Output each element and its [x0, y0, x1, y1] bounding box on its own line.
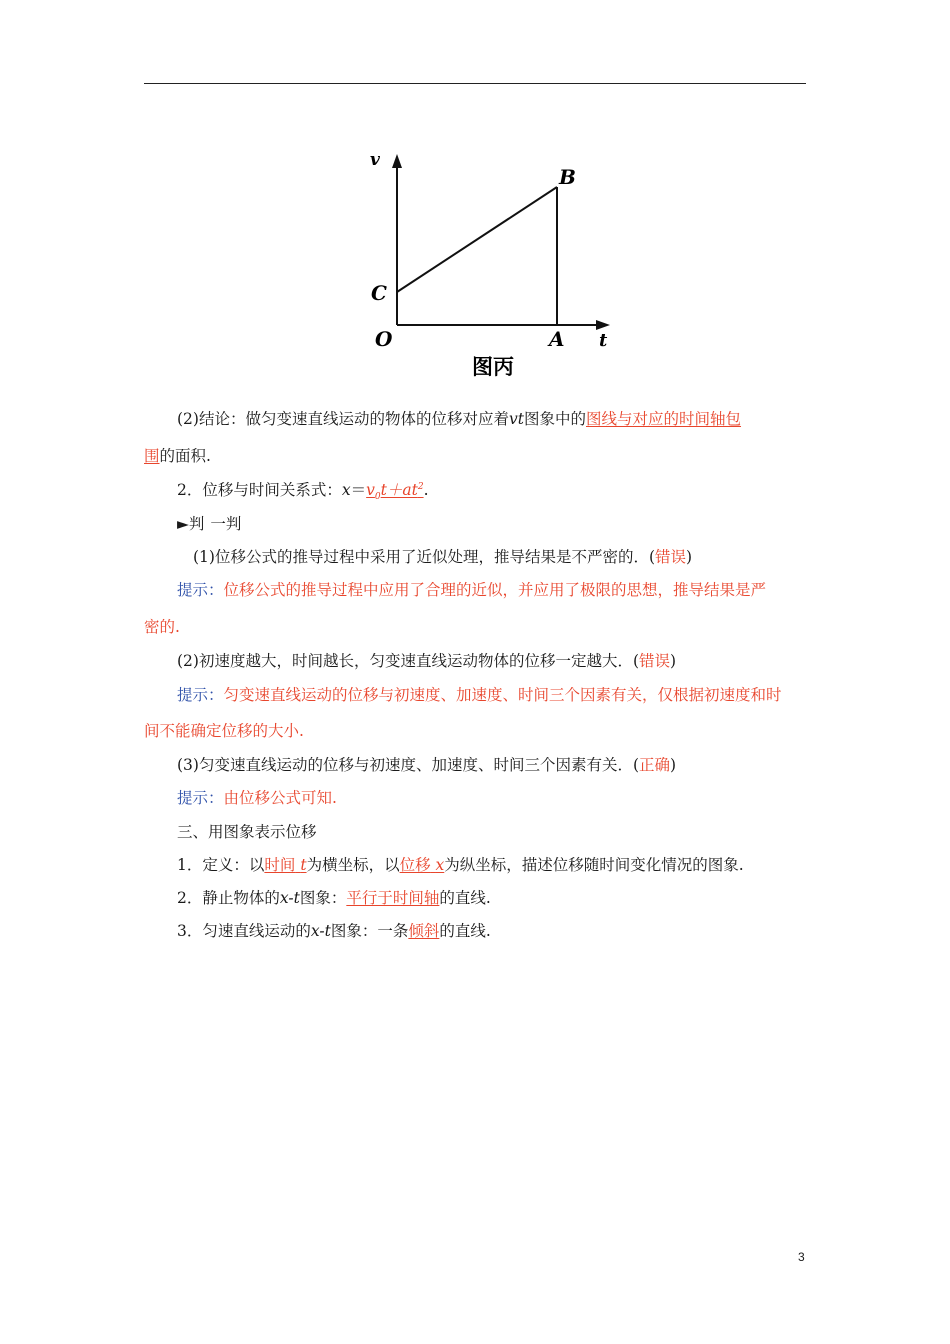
definition-line: 1．定义：以时间 t为横坐标，以位移 x为纵坐标，描述位移随时间变化情况的图象.: [177, 856, 744, 874]
label-C: C: [371, 281, 387, 305]
header-rule: [144, 83, 806, 84]
hint-2-line-1: 提示：匀变速直线运动的位移与初速度、加速度、时间三个因素有关，仅根据初速度和时: [177, 686, 782, 704]
vt-graph-figure: [362, 142, 620, 382]
vt-graph-svg: [362, 142, 620, 382]
hint-3-line: 提示：由位移公式可知.: [177, 789, 337, 807]
answer-area-text: 图线与对应的时间轴包: [586, 410, 742, 428]
figure-caption: 图丙: [472, 355, 514, 379]
judge-item-1: (1)位移公式的推导过程中采用了近似处理，推导结果是不严密的．(错误): [193, 548, 693, 566]
judge-1-answer: 错误: [655, 548, 687, 566]
formula-answer: $v_0t+at^2$: [366, 481, 424, 503]
label-B: B: [559, 165, 576, 189]
section-3-title: 三、用图象表示位移: [177, 823, 317, 841]
static-xt-line: 2．静止物体的x-t图象：平行于时间轴的直线.: [177, 889, 491, 907]
hint-label: 提示：: [177, 581, 224, 599]
hint-label: 提示：: [177, 789, 224, 807]
conclusion-line-1: (2)结论：做匀变速直线运动的物体的位移对应着vt图象中的图线与对应的时间轴包: [177, 410, 742, 428]
t-axis-arrow: [596, 320, 610, 330]
label-t: t: [599, 330, 608, 351]
judge-3-answer: 正确: [639, 756, 671, 774]
label-O: O: [375, 327, 393, 351]
page-number: 3: [798, 1250, 805, 1264]
formula-line: 2．位移与时间关系式：$x=v_0t+at^2$.: [177, 481, 429, 503]
judge-2-answer: 错误: [639, 652, 671, 670]
label-v: v: [370, 150, 380, 170]
hint-label: 提示：: [177, 686, 224, 704]
line-CB: [397, 187, 557, 292]
uniform-xt-line: 3．匀速直线运动的x-t图象：一条倾斜的直线.: [177, 922, 491, 940]
hint-1-line-1: 提示：位移公式的推导过程中应用了合理的近似，并应用了极限的思想，推导结果是严: [177, 581, 767, 599]
label-A: A: [549, 327, 565, 351]
judge-item-3: (3)匀变速直线运动的位移与初速度、加速度、时间三个因素有关．(正确): [177, 756, 677, 774]
judge-heading: ►判 一判: [177, 515, 242, 533]
hint-2-line-2: 间不能确定位移的大小.: [144, 722, 304, 740]
conclusion-line-2: 围的面积.: [144, 447, 211, 465]
hint-1-line-2: 密的.: [144, 618, 180, 636]
judge-item-2: (2)初速度越大，时间越长，匀变速直线运动物体的位移一定越大．(错误): [177, 652, 677, 670]
v-axis-arrow: [392, 154, 402, 168]
